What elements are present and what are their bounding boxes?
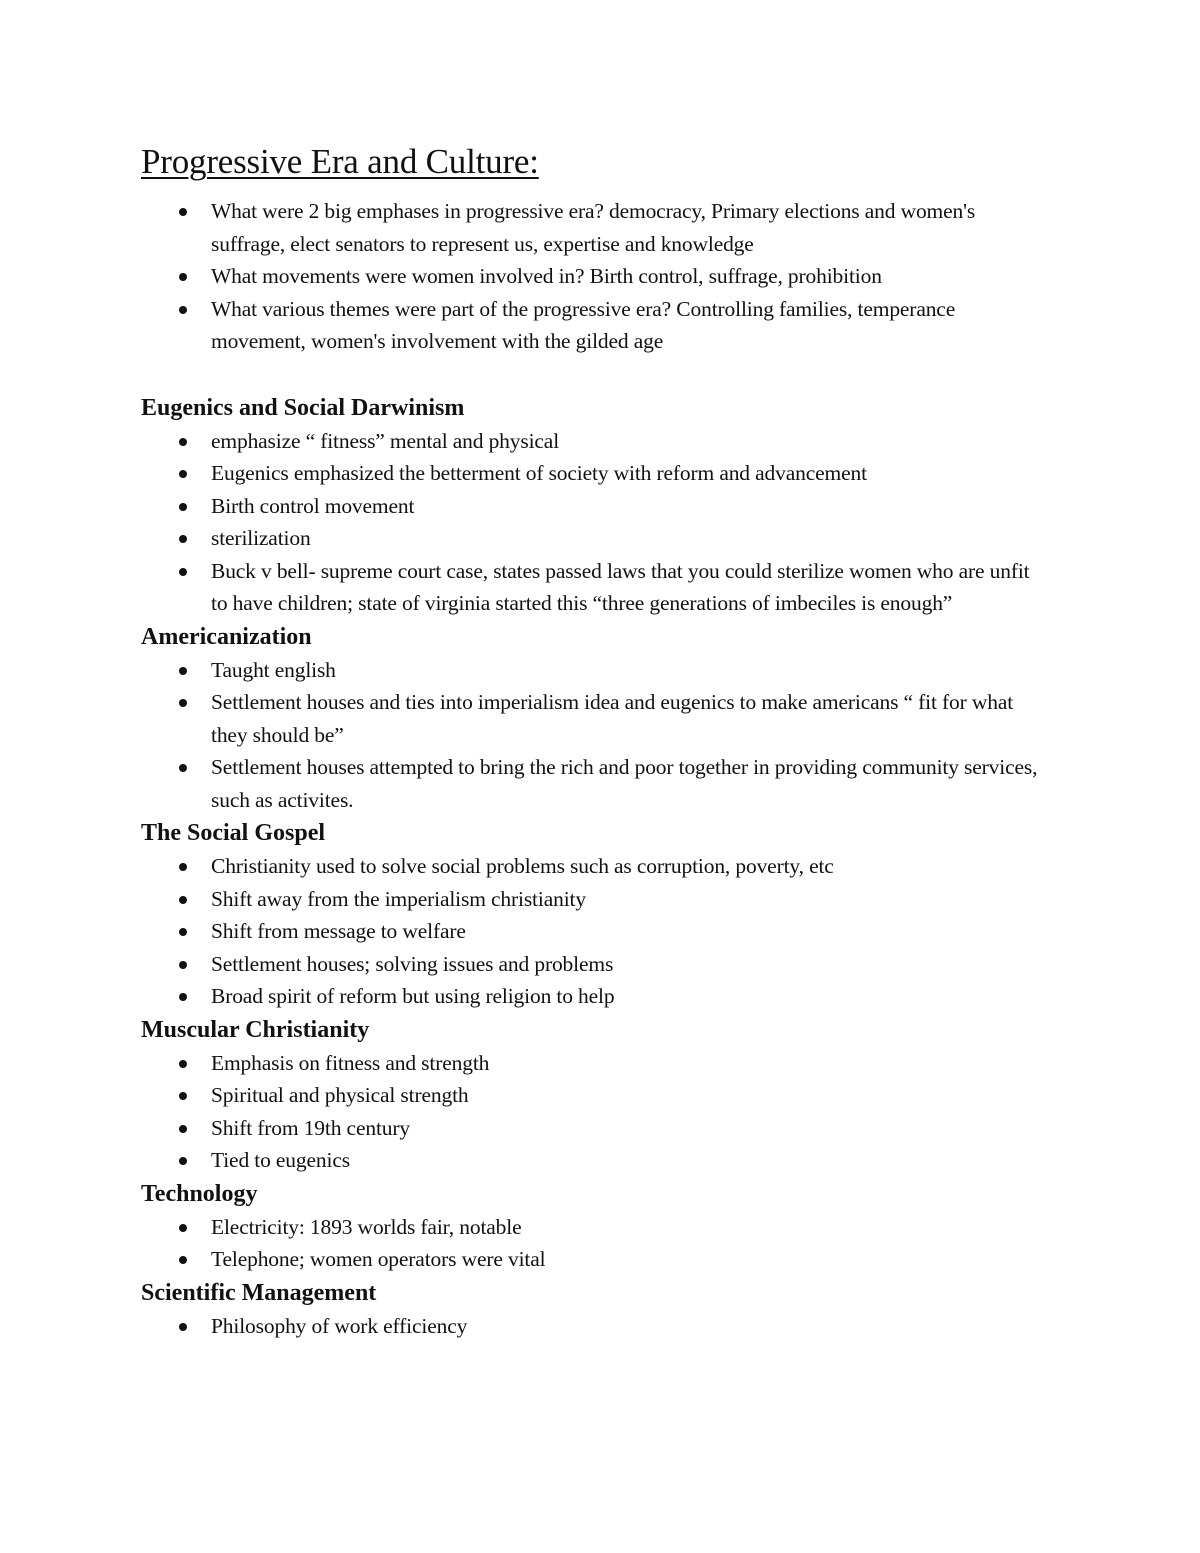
bullet-icon [179,1092,187,1100]
list-item: Taught english [141,654,1050,687]
bullet-icon [179,438,187,446]
list-item: Spiritual and physical strength [141,1079,1050,1112]
list-item: Telephone; women operators were vital [141,1243,1050,1276]
list-item: What were 2 big emphases in progressive era? democracy, Primary elections and women's suffrage, elect senators to represent us, expertise and knowledge [141,195,1050,260]
section-heading-eugenics: Eugenics and Social Darwinism [141,394,465,421]
list-item: What movements were women involved in? Birth control, suffrage, prohibition [141,260,1050,293]
bullet-icon [179,764,187,772]
bullet-icon [179,1224,187,1232]
list-item: Birth control movement [141,490,1050,523]
section-list-americanization [141,654,1050,817]
list-item: emphasize “ fitness” mental and physical [141,425,1050,458]
bullet-icon [179,1157,187,1165]
intro-list [141,195,1050,358]
list-item: Shift away from the imperialism christianity [141,883,1050,916]
list-item: Eugenics emphasized the betterment of society with reform and advancement [141,457,1050,490]
section-heading-americanization: Americanization [141,623,312,650]
bullet-icon [179,667,187,675]
list-item: Tied to eugenics [141,1144,1050,1177]
list-item: Shift from 19th century [141,1112,1050,1145]
list-item: Settlement houses; solving issues and problems [141,948,1050,981]
section-list-technology [141,1211,1050,1276]
list-item: Settlement houses attempted to bring the rich and poor together in providing community services, such as activites. [141,751,1050,816]
section-heading-technology: Technology [141,1180,258,1207]
list-item: Shift from message to welfare [141,915,1050,948]
bullet-icon [179,568,187,576]
bullet-icon [179,961,187,969]
bullet-icon [179,896,187,904]
bullet-icon [179,306,187,314]
section-heading-social-gospel: The Social Gospel [141,820,326,846]
section-list-eugenics [141,425,1050,620]
section-list-muscular-christianity [141,1047,1050,1177]
bullet-icon [179,699,187,707]
bullet-icon [179,1256,187,1264]
list-item: Philosophy of work efficiency [141,1310,1050,1343]
section-list-social-gospel [141,850,1050,1013]
list-item: Christianity used to solve social problems such as corruption, poverty, etc [141,850,1050,883]
list-item: What various themes were part of the progressive era? Controlling families, temperance movement, women's involvement with the gilded age [141,293,1050,358]
list-item: Settlement houses and ties into imperialism idea and eugenics to make americans “ fit for what they should be” [141,686,1050,751]
bullet-icon [179,1323,187,1331]
bullet-icon [179,535,187,543]
bullet-icon [179,470,187,478]
bullet-icon [179,1125,187,1133]
list-item: Broad spirit of reform but using religion to help [141,980,1050,1013]
bullet-icon [179,863,187,871]
bullet-icon [179,208,187,216]
list-item: Buck v bell- supreme court case, states passed laws that you could sterilize women who are unfit to have children; state of virginia started this “three generations of imbeciles is enough” [141,555,1050,620]
list-item: Electricity: 1893 worlds fair, notable [141,1211,1050,1244]
bullet-icon [179,503,187,511]
list-item: Emphasis on fitness and strength [141,1047,1050,1080]
bullet-icon [179,993,187,1001]
page-title: Progressive Era and Culture: [141,142,539,181]
list-item: sterilization [141,522,1050,555]
section-heading-scientific-management: Scientific Management [141,1279,377,1306]
bullet-icon [179,1060,187,1068]
section-list-scientific-management [141,1310,1050,1343]
bullet-icon [179,273,187,281]
section-heading-muscular-christianity: Muscular Christianity [141,1016,370,1043]
bullet-icon [179,928,187,936]
